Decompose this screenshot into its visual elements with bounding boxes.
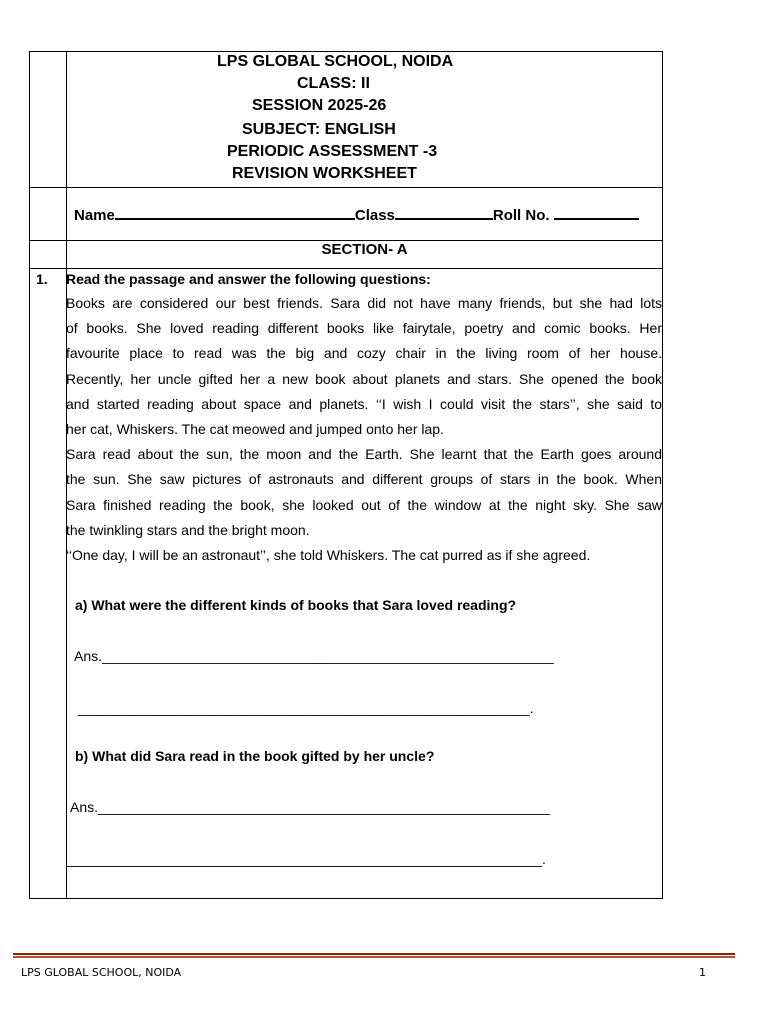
footer-rule [13, 953, 735, 955]
passage-line: her cat, Whiskers. The cat meowed and jumped onto her lap. [66, 420, 444, 437]
passage-line: Books are considered our best friends. Sara did not have many friends, but she had lots [66, 295, 662, 311]
sub-question-b: b) What did Sara read in the book gifted by her uncle? [75, 748, 435, 764]
class-title: CLASS: II [297, 75, 370, 92]
passage-line: the sun. She saw pictures of astronauts and different groups of stars in the book. When [66, 471, 662, 488]
class-field[interactable] [395, 204, 493, 220]
reading-passage [66, 291, 662, 568]
row-divider [29, 187, 663, 188]
subject-title: SUBJECT: ENGLISH [242, 121, 396, 138]
answer-line-a2[interactable]: __________________________________________________________. [78, 700, 534, 716]
passage-line: the twinkling stars and the bright moon. [66, 521, 310, 538]
question-instruction: Read the passage and answer the following questions: [66, 271, 431, 287]
answer-line-b2[interactable]: _____________________________________________________________. [67, 851, 546, 867]
class-label: Class [354, 207, 395, 224]
student-info-row [74, 204, 639, 224]
passage-line: and started reading about space and planets. ‘‘I wish I could visit the stars’’, she said to [66, 395, 662, 412]
section-heading: SECTION- A [321, 241, 408, 258]
roll-label: Roll No. [492, 207, 550, 224]
passage-line: ‘‘One day, I will be an astronaut’’, she told Whiskers. The cat purred as if she agreed. [66, 546, 591, 563]
page-number: 1 [699, 966, 706, 979]
school-title: LPS GLOBAL SCHOOL, NOIDA [217, 53, 454, 70]
question-number: 1. [36, 271, 48, 287]
sub-question-a: a) What were the different kinds of books that Sara loved reading? [75, 597, 517, 613]
session-title: SESSION 2025-26 [252, 97, 387, 114]
passage-line: favourite place to read was the big and cozy chair in the living room of her house. [66, 345, 662, 362]
footer-school: LPS GLOBAL SCHOOL, NOIDA [21, 966, 182, 979]
passage-line: Sara finished reading the book, she looked out of the window at the night sky. She saw [66, 496, 662, 513]
footer-rule [13, 956, 735, 958]
answer-line-a1[interactable]: Ans.__________________________________________________________ [74, 648, 554, 664]
answer-line-b1[interactable]: Ans.__________________________________________________________ [70, 799, 550, 815]
passage-line: Recently, her uncle gifted her a new book about planets and stars. She opened the book [66, 370, 662, 387]
name-field[interactable] [115, 204, 355, 220]
assessment-title: PERIODIC ASSESSMENT -3 [227, 143, 438, 160]
passage-line: of books. She loved reading different books like fairytale, poetry and comic books. Her [66, 320, 662, 337]
name-label: Name [74, 207, 115, 224]
row-divider [29, 268, 663, 269]
passage-line: Sara read about the sun, the moon and the Earth. She learnt that the Earth goes around [66, 446, 662, 463]
worksheet-title: REVISION WORKSHEET [232, 165, 417, 182]
roll-field[interactable] [554, 204, 639, 220]
